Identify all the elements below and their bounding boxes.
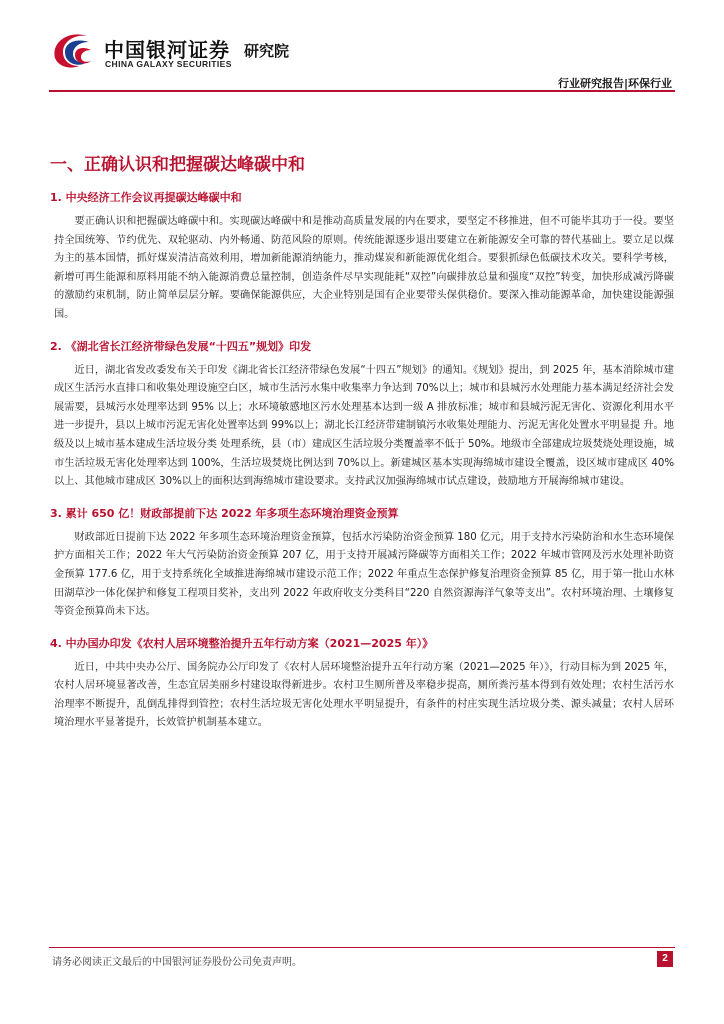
subsection-heading: 4. 中办国办印发《农村人居环境整治提升五年行动方案（2021—2025 年）》: [50, 636, 434, 650]
brand-name-cn: 中国银河证券: [104, 38, 230, 62]
institute-label: 研究院: [244, 42, 290, 60]
subsection-heading: 2. 《湖北省长江经济带绿色发展“十四五”规划》印发: [50, 339, 312, 353]
brand-name-en: CHINA GALAXY SECURITIES: [105, 59, 232, 69]
subsection-paragraph: 近日，中共中央办公厅、国务院办公厅印发了《农村人居环境整治提升五年行动方案（2021—2025 年）》，行动目标为到 2025 年，农村人居环境显著改善，生态宜居美丽乡村建设取得新进步。农村卫生厕所普及率稳步提高，厕所粪污基本得到有效处理；农村生活污水治理率不断提升，乱倒乱排得到管控；农村生活垃圾无害化处理水平明显提升，有条件的村庄实现生活垃圾分类、源头减量；农村人居环境治理水平显著提升，长效管护机制基本建立。: [54, 661, 674, 729]
report-category: 行业研究报告|环保行业: [557, 77, 672, 90]
footer-divider: [49, 947, 675, 948]
page-number: 2: [657, 951, 673, 967]
section-title: 一、正确认识和把握碳达峰碳中和: [50, 155, 305, 175]
subsection-paragraph: 近日，湖北省发改委发布关于印发《湖北省长江经济带绿色发展“十四五”规划》的通知。《规划》提出，到 2025 年，基本消除城市建成区生活污水直排口和收集处理设施空白区，城市生活污水集中收集率力争达到 70%以上；城市和县城污水处理能力基本满足经济社会发展需要，县城污水处理率达到 95% 以上；水环境敏感地区污水处理基本达到一级 A 排放标准；城市和县城污泥无害化、资源化利用水平进一步提升，县以上城市污泥无害化处置率达到 99%以上；湖北长江经济带建制镇污水收集处理能力、污泥无害化处置水平明显提 升。地级及以上城市基本建成生活垃圾分类 处理系统，县（市）建成区生活垃圾分类覆盖率不低于 50%。地级市全部建成垃圾焚烧处理设施，城市生活垃圾无害化处理率达到 100%，生活垃圾焚烧比例达到 70%以上。新建城区基本实现海绵城市建设全覆盖，设区城市建成区 40%以上、其他城市建成区 30%以上的面积达到海绵城市建设要求。支持武汉加强海绵城市试点建设，鼓励地方开展海绵城市建设。: [54, 364, 674, 488]
report-body: [50, 150, 674, 733]
subsection-heading: 3. 累计 650 亿！财政部提前下达 2022 年多项生态环境治理资金预算: [50, 506, 399, 520]
galaxy-logo-icon: [49, 28, 101, 74]
subsection-heading: 1. 中央经济工作会议再提碳达峰碳中和: [50, 191, 242, 204]
subsection-paragraph: 要正确认识和把握碳达峰碳中和。实现碳达峰碳中和是推动高质量发展的内在要求，要坚定不移推进，但不可能毕其功于一役。要坚持全国统筹、节约优先、双轮驱动、内外畅通、防范风险的原则。传统能源逐步退出要建立在新能源安全可靠的替代基础上。要立足以煤为主的基本国情，抓好煤炭清洁高效利用，增加新能源消纳能力，推动煤炭和新能源优化组合。要狠抓绿色低碳技术攻关。要科学考核，新增可再生能源和原料用能不纳入能源消费总量控制，创造条件尽早实现能耗“双控”向碳排放总量和强度“双控”转变，加快形成减污降碳的激励约束机制，防止简单层层分解。要确保能源供应，大企业特别是国有企业要带头保供稳价。要深入推动能源革命，加快建设能源强国。: [54, 216, 674, 320]
subsection-paragraph: 财政部近日提前下达 2022 年多项生态环境治理资金预算，包括水污染防治资金预算 180 亿元，用于支持水污染防治和水生态环境保护方面相关工作；2022 年大气污染防治资金预算 207 亿，用于支持开展减污降碳等方面相关工作；2022 年城市管网及污水处理补助资金预算 177.6 亿，用于支持系统化全域推进海绵城市建设示范工作；2022 年重点生态保护修复治理资金预算 85 亿，用于第一批山水林田湖草沙一体化保护和修复工程项目奖补，支出列 2022 年政府收支分类科目“220 自然资源海洋气象等支出”。农村环境治理、土壤修复等资金预算尚未下达。: [54, 531, 674, 618]
disclaimer-text: 请务必阅读正文最后的中国银河证券股份公司免责声明。: [52, 957, 302, 968]
header-divider: [49, 90, 675, 92]
